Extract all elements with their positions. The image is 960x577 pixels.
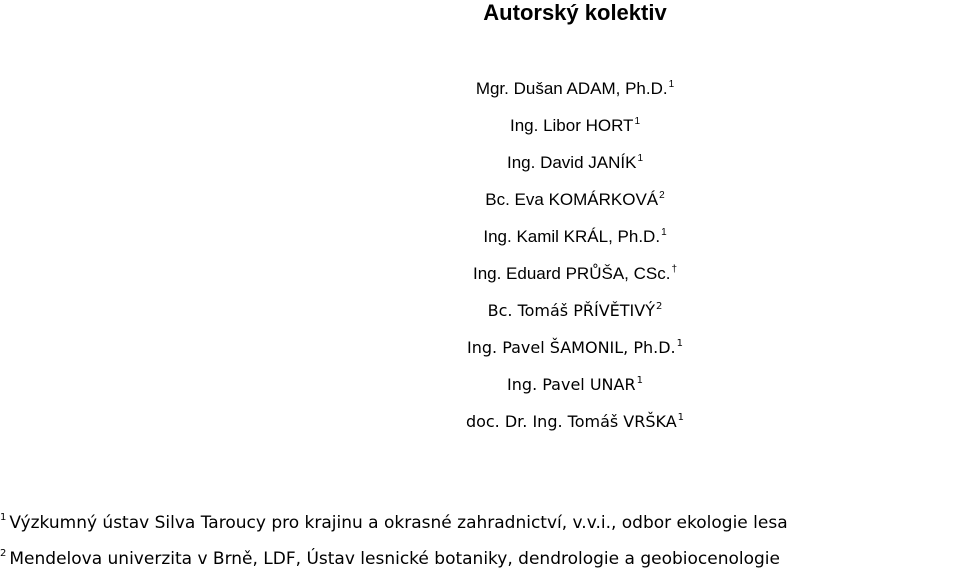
- affiliation-mark: 1: [0, 512, 7, 523]
- author-entry: [0, 181, 960, 218]
- author-name: Bc. Eva KOMÁRKOVÁ: [485, 190, 659, 209]
- author-affiliation-mark: 1: [636, 375, 643, 386]
- author-affiliation-mark: †: [671, 264, 678, 275]
- author-list: [0, 70, 960, 440]
- author-affiliation-mark: 2: [659, 190, 665, 201]
- author-entry: [0, 144, 960, 181]
- author-entry: [0, 403, 960, 440]
- author-name: Mgr. Dušan ADAM, Ph.D.: [475, 79, 668, 98]
- author-name: Ing. Pavel UNAR: [507, 375, 636, 394]
- author-name: Ing. Pavel ŠAMONIL, Ph.D.: [467, 338, 676, 357]
- affiliation-mark: 2: [0, 548, 7, 559]
- author-name: Ing. Libor HORT: [509, 116, 634, 135]
- author-name: Bc. Tomáš PŘÍVĚTIVÝ: [487, 301, 655, 320]
- author-entry: [0, 218, 960, 255]
- author-name: Ing. Kamil KRÁL, Ph.D.: [483, 227, 661, 246]
- affiliation-entry: [0, 505, 788, 541]
- affiliation-text: Mendelova univerzita v Brně, LDF, Ústav lesnické botaniky, dendrologie a geobiocenologie: [9, 549, 780, 569]
- author-name: Ing. Eduard PRŮŠA, CSc.: [472, 264, 671, 283]
- author-affiliation-mark: 1: [668, 79, 675, 90]
- author-affiliation-mark: 1: [676, 338, 683, 349]
- affiliation-entry: [0, 541, 788, 577]
- author-entry: [0, 107, 960, 144]
- page-title: Autorský kolektiv: [483, 0, 667, 25]
- author-affiliation-mark: 1: [677, 412, 685, 423]
- author-affiliation-mark: 1: [634, 116, 641, 127]
- affiliation-list: [0, 505, 788, 577]
- author-name: Ing. David JANÍK: [506, 153, 637, 172]
- author-affiliation-mark: 1: [637, 153, 643, 164]
- author-entry: [0, 292, 960, 329]
- author-entry: [0, 366, 960, 403]
- author-affiliation-mark: 1: [661, 227, 667, 238]
- affiliation-text: Výzkumný ústav Silva Taroucy pro krajinu a okrasné zahradnictví, v.v.i., odbor ekologie lesa: [9, 513, 788, 533]
- author-entry: [0, 70, 960, 107]
- author-entry: [0, 329, 960, 366]
- author-affiliation-mark: 2: [655, 301, 663, 312]
- author-entry: [0, 255, 960, 292]
- author-name: doc. Dr. Ing. Tomáš VRŠKA: [465, 412, 677, 431]
